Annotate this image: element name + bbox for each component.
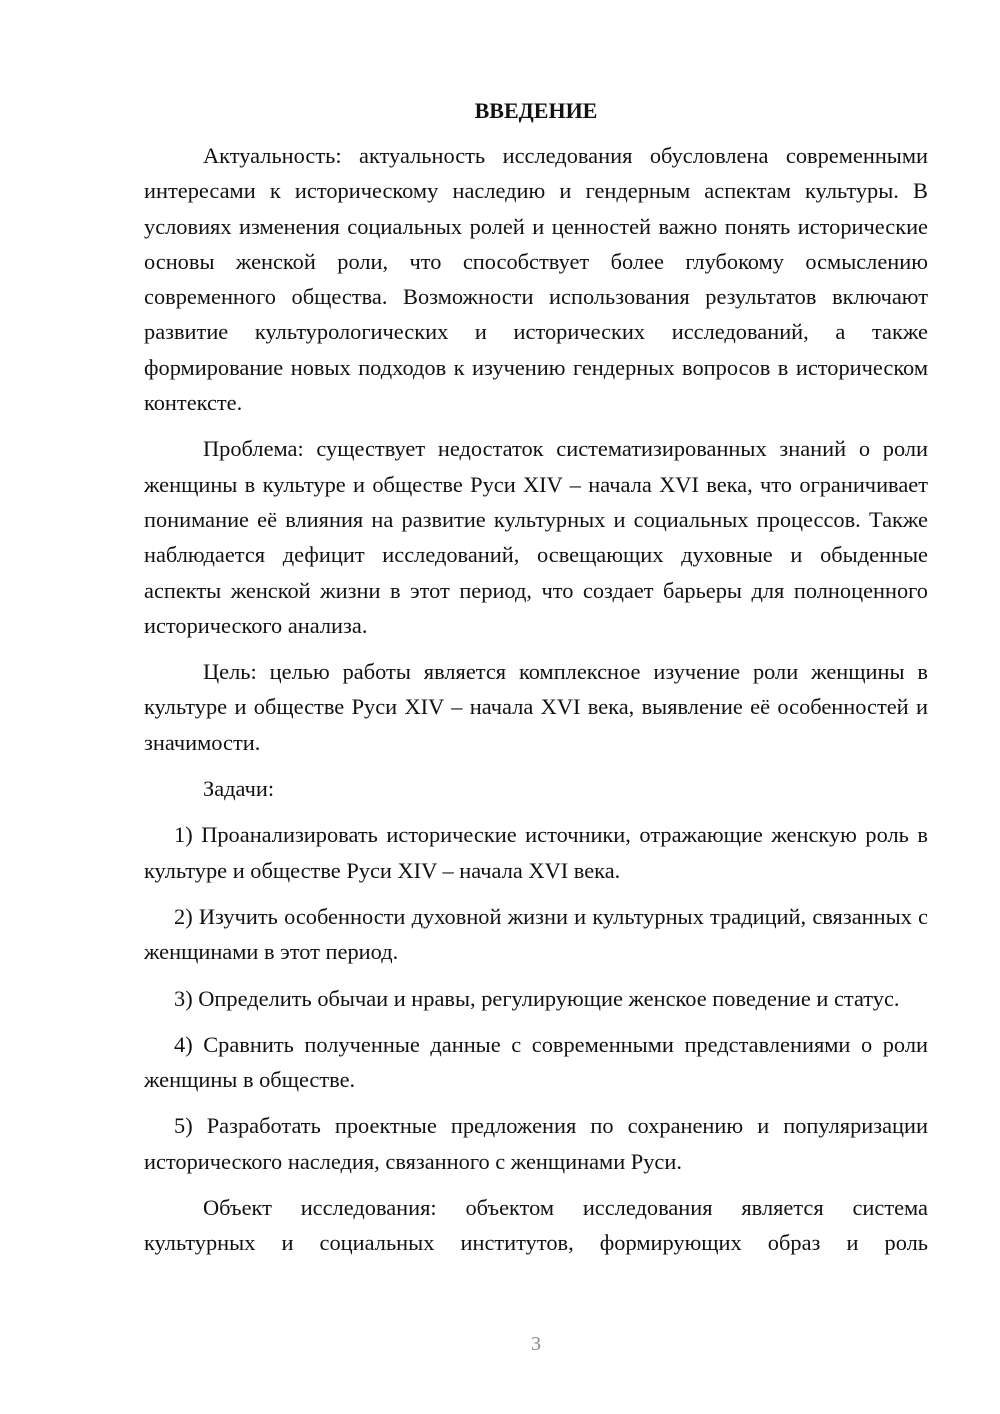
task-item-1: 1) Проанализировать исторические источники, отражающие женскую роль в культуре и обществе Руси XIV – начала XVI века. xyxy=(144,822,928,883)
paragraph-problem: Проблема: существует недостаток систематизированных знаний о роли женщины в культуре и обществе Руси XIV – начала XVI века, что ограничивает понимание её влияния на развитие культурных и социальных процессов. Также наблюдается дефицит исследований, освещающих духовные и обыденные аспекты женской жизни в этот период, что создает барьеры для полноценного исторического анализа. xyxy=(144,436,928,638)
paragraph-object: Объект исследования: объектом исследования является система культурных и социальных институтов, формирующих образ и роль xyxy=(144,1195,928,1256)
paragraph-relevance: Актуальность: актуальность исследования обусловлена современными интересами к историческому наследию и гендерным аспектам культуры. В условиях изменения социальных ролей и ценностей важно понять исторические основы женской роли, что способствует более глубокому осмыслению современного общества. Возможности использования результатов включают развитие культурологических и исторических исследований, а также формирование новых подходов к изучению гендерных вопросов в историческом контексте. xyxy=(144,143,928,416)
task-item-3: 3) Определить обычаи и нравы, регулирующие женское поведение и статус. xyxy=(174,985,900,1011)
paragraph-goal: Цель: целью работы является комплексное изучение роли женщины в культуре и обществе Руси XIV – начала XVI века, выявление её особенностей и значимости. xyxy=(144,659,928,755)
page-number: 3 xyxy=(531,1333,541,1355)
page-body xyxy=(144,93,928,1261)
task-item-2: 2) Изучить особенности духовной жизни и культурных традиций, связанных с женщинами в этот период. xyxy=(144,903,928,965)
task-item-4: 4) Сравнить полученные данные с современными представлениями о роли женщины в обществе. xyxy=(144,1031,928,1093)
section-heading: ВВЕДЕНИЕ xyxy=(474,98,598,123)
task-item-5: 5) Разработать проектные предложения по сохранению и популяризации исторического наследия, связанного с женщинами Руси. xyxy=(144,1113,928,1174)
paragraph-tasks-label: Задачи: xyxy=(203,776,275,802)
